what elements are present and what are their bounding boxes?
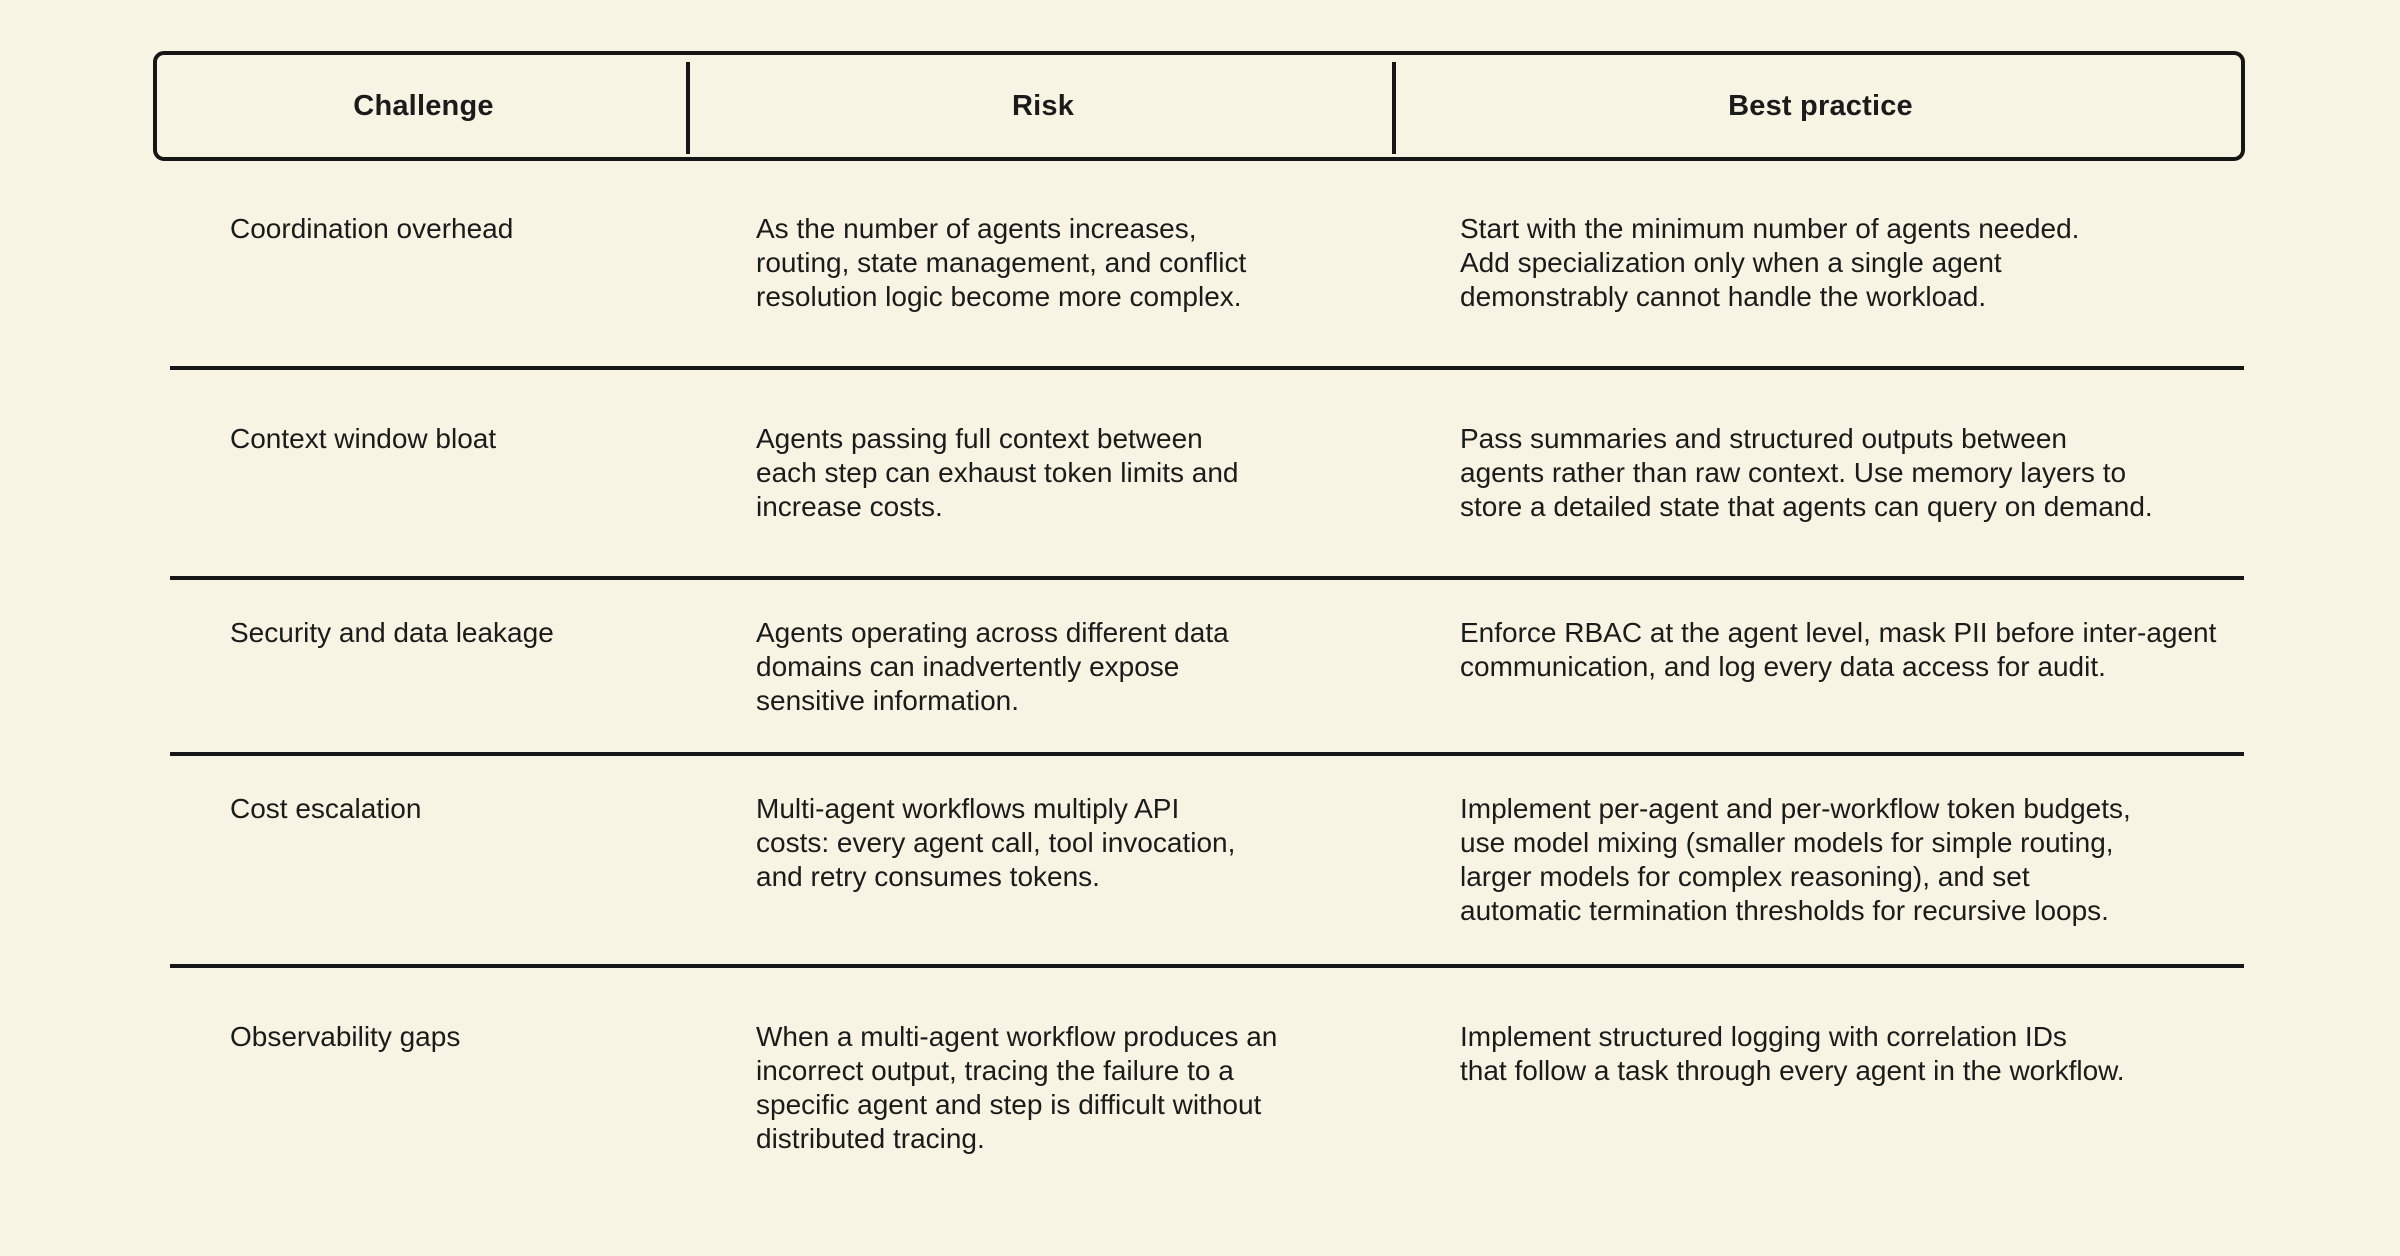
table-header <box>153 51 2245 161</box>
best-practice-cell: Implement per-agent and per-workflow token budgets, use model mixing (smaller models for simple routing, larger models for complex reasoning), and set automatic termination thresholds for recursive loops. <box>1460 793 2131 926</box>
row-divider <box>170 964 2244 968</box>
header-risk: Risk <box>1011 89 1075 122</box>
best-practice-cell: Enforce RBAC at the agent level, mask PII before inter-agent communication, and log every data access for audit. <box>1460 617 2217 682</box>
row-divider <box>170 576 2244 580</box>
best-practice-cell: Start with the minimum number of agents needed. Add specialization only when a single agent demonstrably cannot handle the workload. <box>1460 213 2080 312</box>
risk-cell: Multi-agent workflows multiply API costs: every agent call, tool invocation, and retry consumes tokens. <box>756 793 1236 892</box>
risk-cell: As the number of agents increases, routing, state management, and conflict resolution logic become more complex. <box>756 213 1247 312</box>
risk-cell: Agents passing full context between each step can exhaust token limits and increase costs. <box>756 423 1239 522</box>
row-divider <box>170 752 2244 756</box>
challenge-cell: Cost escalation <box>230 793 422 824</box>
challenge-cell: Coordination overhead <box>230 213 514 244</box>
header-best-practice: Best practice <box>1728 89 1913 122</box>
risk-cell: When a multi-agent workflow produces an incorrect output, tracing the failure to a specific agent and step is difficult without distributed tracing. <box>756 1021 1278 1154</box>
challenge-cell: Context window bloat <box>230 423 497 454</box>
best-practice-cell: Implement structured logging with correlation IDs that follow a task through every agent in the workflow. <box>1460 1021 2125 1086</box>
row-divider <box>170 366 2244 370</box>
best-practice-cell: Pass summaries and structured outputs between agents rather than raw context. Use memory layers to store a detailed state that agents can query on demand. <box>1460 423 2153 522</box>
challenge-cell: Security and data leakage <box>230 617 554 648</box>
challenge-cell: Observability gaps <box>230 1021 461 1052</box>
header-challenge: Challenge <box>353 89 494 122</box>
risk-cell: Agents operating across different data domains can inadvertently expose sensitive information. <box>756 617 1229 716</box>
